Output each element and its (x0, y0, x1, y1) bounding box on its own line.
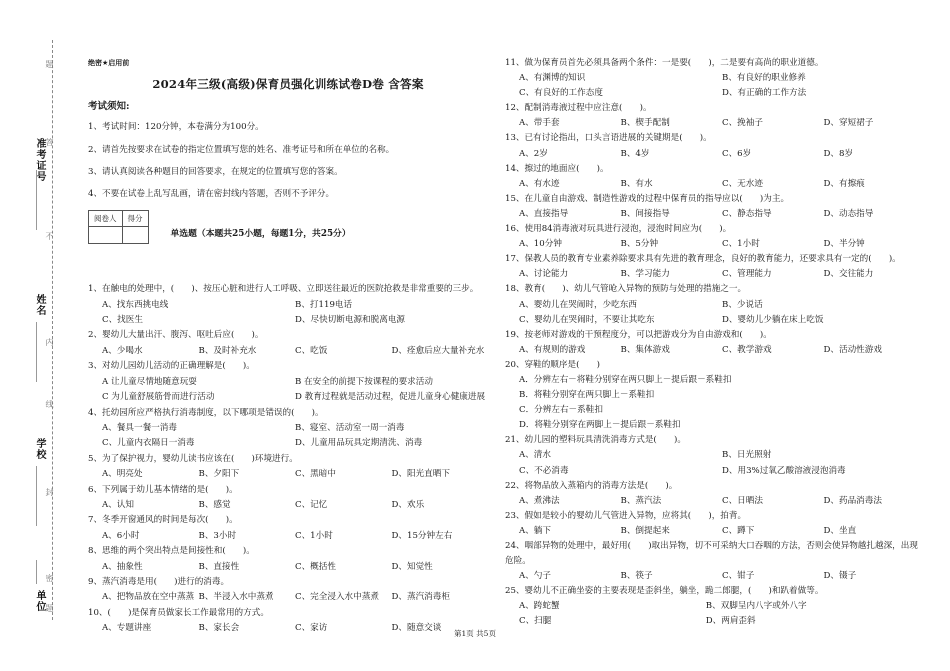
question-item (505, 56, 925, 101)
question-options (505, 569, 925, 584)
question-item (88, 452, 488, 483)
answer-option[interactable]: A、勺子 (519, 571, 551, 582)
answer-option[interactable]: C、无水迹 (722, 178, 763, 189)
question-item (88, 483, 488, 514)
binding-char: 题 (45, 60, 54, 68)
answer-option[interactable]: C．分辨左右－系鞋扣 (519, 405, 603, 416)
answer-option[interactable]: B、家长会 (198, 623, 240, 634)
answer-option[interactable]: B、少说话 (722, 299, 763, 310)
answer-option[interactable]: A、认知 (102, 499, 134, 510)
question-stem: 24、咽部异物的处理中，最好用( )取出异物，切不可采纳大口吞咽的方法，否则会使异物越扎越深，出现危险。 (505, 541, 918, 567)
answer-option[interactable]: A、清水 (519, 450, 551, 461)
answer-option[interactable]: C、钳子 (722, 571, 755, 582)
answer-option[interactable]: D、动态指导 (823, 208, 874, 219)
answer-option[interactable]: B、夕阳下 (198, 469, 240, 480)
answer-option[interactable]: C、找医生 (102, 315, 143, 326)
answer-option[interactable]: A、专题讲座 (102, 623, 152, 634)
answer-option[interactable]: A．分辨左右－将鞋分别穿在两只脚上－提后跟－系鞋扣 (519, 374, 732, 385)
answer-option[interactable]: B、有水 (620, 178, 653, 189)
question-list-left (88, 282, 488, 636)
question-item (505, 131, 925, 161)
answer-option[interactable]: B、4岁 (620, 148, 650, 159)
question-item (505, 479, 925, 509)
question-options (88, 560, 488, 575)
binding-char: 题 (45, 604, 54, 612)
answer-option[interactable]: D、半分钟 (823, 239, 865, 250)
answer-option[interactable]: D、蒸汽消毒柜 (391, 592, 450, 603)
question-stem: 9、蒸汽消毒是用( )进行的消毒。 (88, 576, 230, 587)
notice-list (88, 120, 488, 203)
answer-option[interactable]: A、少喝水 (102, 345, 143, 356)
question-stem: 5、为了保护视力，婴幼儿读书应该在( )环境进行。 (88, 453, 298, 464)
score-table (88, 210, 149, 244)
score-table-cell[interactable] (122, 227, 148, 244)
question-options (505, 494, 925, 509)
right-column (505, 56, 925, 630)
question-options (505, 71, 925, 101)
section-heading: 单选题（本题共25小题，每题1分，共25分） (170, 228, 351, 239)
score-table-score: 得分 (122, 210, 148, 226)
answer-option[interactable]: C、概括性 (295, 561, 336, 572)
question-options (505, 343, 925, 358)
question-item (88, 406, 488, 452)
answer-option[interactable]: B、集体游戏 (620, 344, 670, 355)
question-stem: 20、穿鞋的顺序是( ) (505, 359, 600, 370)
answer-option[interactable]: A、餐具一餐一消毒 (102, 422, 177, 433)
answer-option[interactable]: D、两肩歪斜 (705, 616, 756, 627)
binding-char: 答 (45, 138, 54, 146)
answer-option[interactable]: A 让儿童尽情地随意玩耍 (102, 376, 197, 387)
question-item (505, 328, 925, 358)
answer-option[interactable]: D．将鞋分别穿在两脚上－提后跟－系鞋扣 (519, 420, 681, 431)
question-options (505, 599, 925, 629)
question-options (505, 237, 925, 252)
answer-option[interactable]: B、半浸入水中蒸煮 (198, 592, 274, 603)
notice-item: 1、考试时间：120分钟，本卷满分为100分。 (88, 122, 264, 133)
label-name: 姓名 (34, 294, 45, 316)
question-item (88, 513, 488, 544)
answer-option[interactable]: C、儿童内衣隔日一消毒 (102, 438, 195, 449)
answer-option[interactable]: A、有规则的游戏 (519, 344, 586, 355)
answer-option[interactable]: C、6岁 (722, 148, 752, 159)
answer-option[interactable]: C、扫腿 (519, 616, 552, 627)
answer-option[interactable]: C、管理能力 (722, 269, 772, 280)
answer-option[interactable]: B．将鞋分别穿在两只脚上－系鞋扣 (519, 390, 655, 401)
page-title: 2024年三级(高级)保育员强化训练试卷D卷 含答案 (152, 77, 424, 92)
answer-option[interactable]: A、婴幼儿在哭闹时，少吃东西 (519, 299, 637, 310)
answer-option[interactable]: A、抽象性 (102, 561, 143, 572)
answer-option[interactable]: A、明亮处 (102, 469, 143, 480)
question-stem: 19、按老师对游戏的干预程度分，可以把游戏分为自由游戏和( )。 (505, 329, 772, 340)
question-item (505, 282, 925, 327)
question-options (88, 344, 488, 359)
answer-option[interactable]: D、尽快切断电源和脱离电源 (295, 315, 406, 326)
answer-option[interactable]: D、欢乐 (391, 499, 425, 510)
answer-option[interactable]: B 在安全的前提下按课程的要求活动 (295, 376, 433, 387)
score-row (88, 210, 488, 244)
answer-option[interactable]: B、间接指导 (620, 208, 670, 219)
answer-option[interactable]: D、有擦痕 (823, 178, 865, 189)
score-table-cell[interactable] (89, 227, 123, 244)
notice-item: 2、请首先按要求在试卷的指定位置填写您的姓名、准考证号和所在单位的名称。 (88, 144, 395, 155)
answer-option[interactable]: C、完全浸入水中蒸煮 (295, 592, 379, 603)
answer-option[interactable]: C、1小时 (722, 239, 760, 250)
answer-option[interactable]: B、寝室、活动室一周一消毒 (295, 422, 405, 433)
binding-char: 密 (45, 574, 54, 582)
label-exam-number: 准考证号 (34, 138, 45, 182)
question-stem: 16、使用84消毒液对玩具进行浸泡，浸泡时间应为( )。 (505, 224, 732, 235)
answer-option[interactable]: B、直接性 (198, 561, 240, 572)
question-options (505, 267, 925, 282)
question-stem: 6、下列属于幼儿基本情绪的是( )。 (88, 484, 238, 495)
score-table-reviewer: 阅卷人 (89, 210, 123, 226)
question-options (505, 177, 925, 192)
answer-option[interactable]: B、蒸汽法 (620, 495, 662, 506)
answer-option[interactable]: A、直接指导 (519, 208, 569, 219)
answer-option[interactable]: B、筷子 (620, 571, 653, 582)
question-stem: 2、婴幼儿大量出汗、腹泻、呕吐后应( )。 (88, 330, 264, 341)
question-stem: 23、假如是较小的婴幼儿气管进入异物，应将其( )，拍背。 (505, 510, 747, 521)
question-stem: 17、保教人员的教育专业素养除要求具有先进的教育理念，良好的教育能力，还要求具有一定的( )。 (505, 254, 901, 265)
answer-option[interactable]: C、有良好的工作态度 (519, 88, 603, 99)
question-stem: 14、擦过的地面应( )。 (505, 163, 609, 174)
question-options (88, 529, 488, 544)
answer-option[interactable]: D、阳光直晒下 (391, 469, 450, 480)
question-options (505, 524, 925, 539)
question-stem: 4、托幼园所应严格执行消毒制度，以下哪项是错误的( )。 (88, 407, 324, 418)
answer-option[interactable]: A、带手套 (519, 118, 560, 129)
question-options (505, 207, 925, 222)
fill-line-exam-number (36, 170, 37, 230)
question-item (88, 359, 488, 405)
question-options (88, 467, 488, 482)
fill-line-name (36, 322, 37, 382)
answer-option[interactable]: C、记忆 (295, 499, 328, 510)
fill-line-school (36, 466, 37, 526)
answer-option[interactable]: A、跨蛇蟹 (519, 601, 560, 612)
question-item (505, 358, 925, 433)
answer-option[interactable]: B、感觉 (198, 499, 231, 510)
question-stem: 21、幼儿园的塑料玩具清洗消毒方式是( )。 (505, 435, 686, 446)
answer-option[interactable]: C、吃饭 (295, 345, 328, 356)
question-item (88, 544, 488, 575)
notice-heading: 考试须知: (88, 100, 130, 112)
question-stem: 11、做为保育员首先必须具备两个条件：一是要( )，二是要有高尚的职业道德。 (505, 58, 824, 68)
question-options (505, 147, 925, 162)
question-stem: 1、在触电的处理中，( )、按压心脏和进行人工呼吸、立即送往最近的医院抢救是非常重要的三步。 (88, 284, 479, 295)
binding-char: 内 (45, 338, 54, 346)
question-stem: 8、思维的两个突出特点是间接性和( )。 (88, 546, 255, 557)
answer-option[interactable]: C、家访 (295, 623, 328, 634)
answer-option[interactable]: D、随意交谈 (391, 623, 442, 634)
question-item (505, 584, 925, 629)
question-list-right (505, 56, 925, 630)
question-options (88, 375, 488, 406)
answer-option[interactable]: B、楔手配制 (620, 118, 670, 129)
label-school: 学校 (34, 438, 45, 460)
notice-item: 4、不要在试卷上乱写乱画，请在密封线内答题，否则不予评分。 (88, 189, 335, 200)
question-options (88, 421, 488, 452)
answer-option[interactable]: D、15分钟左右 (391, 530, 453, 541)
answer-option[interactable]: A、有渊博的知识 (519, 73, 586, 84)
binding-char: 线 (45, 400, 54, 408)
answer-option[interactable]: C、1小时 (295, 530, 333, 541)
answer-option[interactable]: B、有良好的职业修养 (722, 73, 806, 84)
answer-option[interactable]: D、活动性游戏 (823, 344, 882, 355)
question-options (505, 448, 925, 478)
answer-option[interactable]: C、蹲下 (722, 525, 755, 536)
fill-line-unit (36, 560, 37, 584)
answer-option[interactable]: A、躺下 (519, 525, 551, 536)
binding-line (52, 40, 53, 620)
question-item (505, 433, 925, 478)
answer-option[interactable]: B、及时补充水 (198, 345, 257, 356)
question-options (505, 116, 925, 131)
answer-option[interactable]: C、教学游戏 (722, 344, 772, 355)
question-stem: 3、对幼儿园幼儿活动的正确理解是( )。 (88, 361, 255, 372)
answer-option[interactable]: B、学习能力 (620, 269, 670, 280)
answer-option[interactable]: B、打119电话 (295, 299, 353, 310)
answer-option[interactable]: A、讨论能力 (519, 269, 569, 280)
label-unit: 单位 (34, 590, 45, 612)
answer-option[interactable]: B、倒提起来 (620, 525, 670, 536)
question-stem: 12、配制消毒液过程中应注意( )。 (505, 103, 652, 114)
answer-option[interactable]: D、镊子 (823, 571, 857, 582)
answer-option[interactable]: D、8岁 (823, 148, 854, 159)
question-options (88, 298, 488, 329)
answer-option[interactable]: D、儿童用品玩具定期清洗、消毒 (295, 438, 423, 449)
answer-option[interactable]: D 教育过程就是活动过程，促进儿童身心健康进展 (295, 392, 486, 403)
answer-option[interactable]: A、煮沸法 (519, 495, 560, 506)
answer-option[interactable]: A、找东西挑电线 (102, 299, 169, 310)
answer-option[interactable]: D、药品消毒法 (823, 495, 882, 506)
question-item (88, 282, 488, 328)
left-column (88, 52, 488, 637)
question-stem: 7、冬季开窗通风的时间是每次( )。 (88, 515, 238, 526)
answer-option[interactable]: C、黑暗中 (295, 469, 336, 480)
answer-option[interactable]: D、坐直 (823, 525, 857, 536)
question-stem: 13、已有讨论指出，口头言语进展的关键期是( )。 (505, 133, 712, 144)
question-options (88, 498, 488, 513)
answer-option[interactable]: C、日晒法 (722, 495, 763, 506)
answer-option[interactable]: B、双脚呈内八字或外八字 (705, 601, 807, 612)
answer-option[interactable]: C、不必消毒 (519, 465, 569, 476)
question-options (88, 590, 488, 605)
answer-option[interactable]: C 为儿童舒展筋骨而进行活动 (102, 392, 215, 403)
answer-option[interactable]: C、静态指导 (722, 208, 772, 219)
question-item (505, 192, 925, 222)
answer-option[interactable]: D、交往能力 (823, 269, 874, 280)
answer-option[interactable]: B、5分钟 (620, 239, 659, 250)
secret-mark: 绝密★启用前 (88, 59, 130, 67)
question-item (505, 252, 925, 282)
question-item (505, 539, 925, 584)
question-stem: 18、教育( )、幼儿气管呛入异物的预防与处理的措施之一。 (505, 284, 747, 295)
notice-item: 3、请认真阅读各种题目的回答要求，在规定的位置填写您的答案。 (88, 167, 343, 178)
answer-option[interactable]: D、用3%过氧乙酸溶液浸泡消毒 (722, 465, 846, 476)
question-item (88, 575, 488, 606)
binding-char: 不 (45, 232, 54, 240)
page-footer: 第1页 共5页 (454, 629, 496, 638)
question-stem: 10、( )是保育员做家长工作最常用的方式。 (88, 607, 269, 618)
question-stem: 22、将物品放入蒸箱内的消毒方法是( )。 (505, 480, 678, 491)
answer-option[interactable]: A、6小时 (102, 530, 140, 541)
answer-option[interactable]: C、婴幼儿在哭闹时，不要让其吃东 (519, 314, 655, 325)
answer-option[interactable]: A、2岁 (519, 148, 548, 159)
answer-option[interactable]: A、把物品放在空中蒸蒸 (102, 592, 195, 603)
answer-option[interactable]: D、有正确的工作方法 (722, 88, 807, 99)
question-item (505, 162, 925, 192)
question-options (505, 298, 925, 328)
question-stem: 25、婴幼儿不正确坐姿的主要表现是歪斜坐，躺坐，跪二郎腿，( )和趴着做等。 (505, 586, 824, 597)
answer-option[interactable]: B、日光照射 (722, 450, 772, 461)
answer-option[interactable]: A、有水迹 (519, 178, 560, 189)
answer-option[interactable]: D、知觉性 (391, 561, 433, 572)
question-item (88, 328, 488, 359)
binding-char: 封 (45, 488, 54, 496)
answer-option[interactable]: D、穿短裙子 (823, 118, 874, 129)
answer-option[interactable]: A、10分钟 (519, 239, 562, 250)
question-item (505, 222, 925, 252)
question-stem: 15、在儿童自由游戏、制造性游戏的过程中保育员的指导应以( )为主。 (505, 193, 790, 204)
answer-option[interactable]: C、挽袖子 (722, 118, 763, 129)
answer-option[interactable]: D、痊愈后应大量补充水 (391, 345, 485, 356)
answer-option[interactable]: B、3小时 (198, 530, 237, 541)
answer-option[interactable]: D、婴幼儿少躺在床上吃饭 (722, 314, 824, 325)
question-options (505, 373, 925, 433)
question-item (505, 509, 925, 539)
question-item (505, 101, 925, 131)
